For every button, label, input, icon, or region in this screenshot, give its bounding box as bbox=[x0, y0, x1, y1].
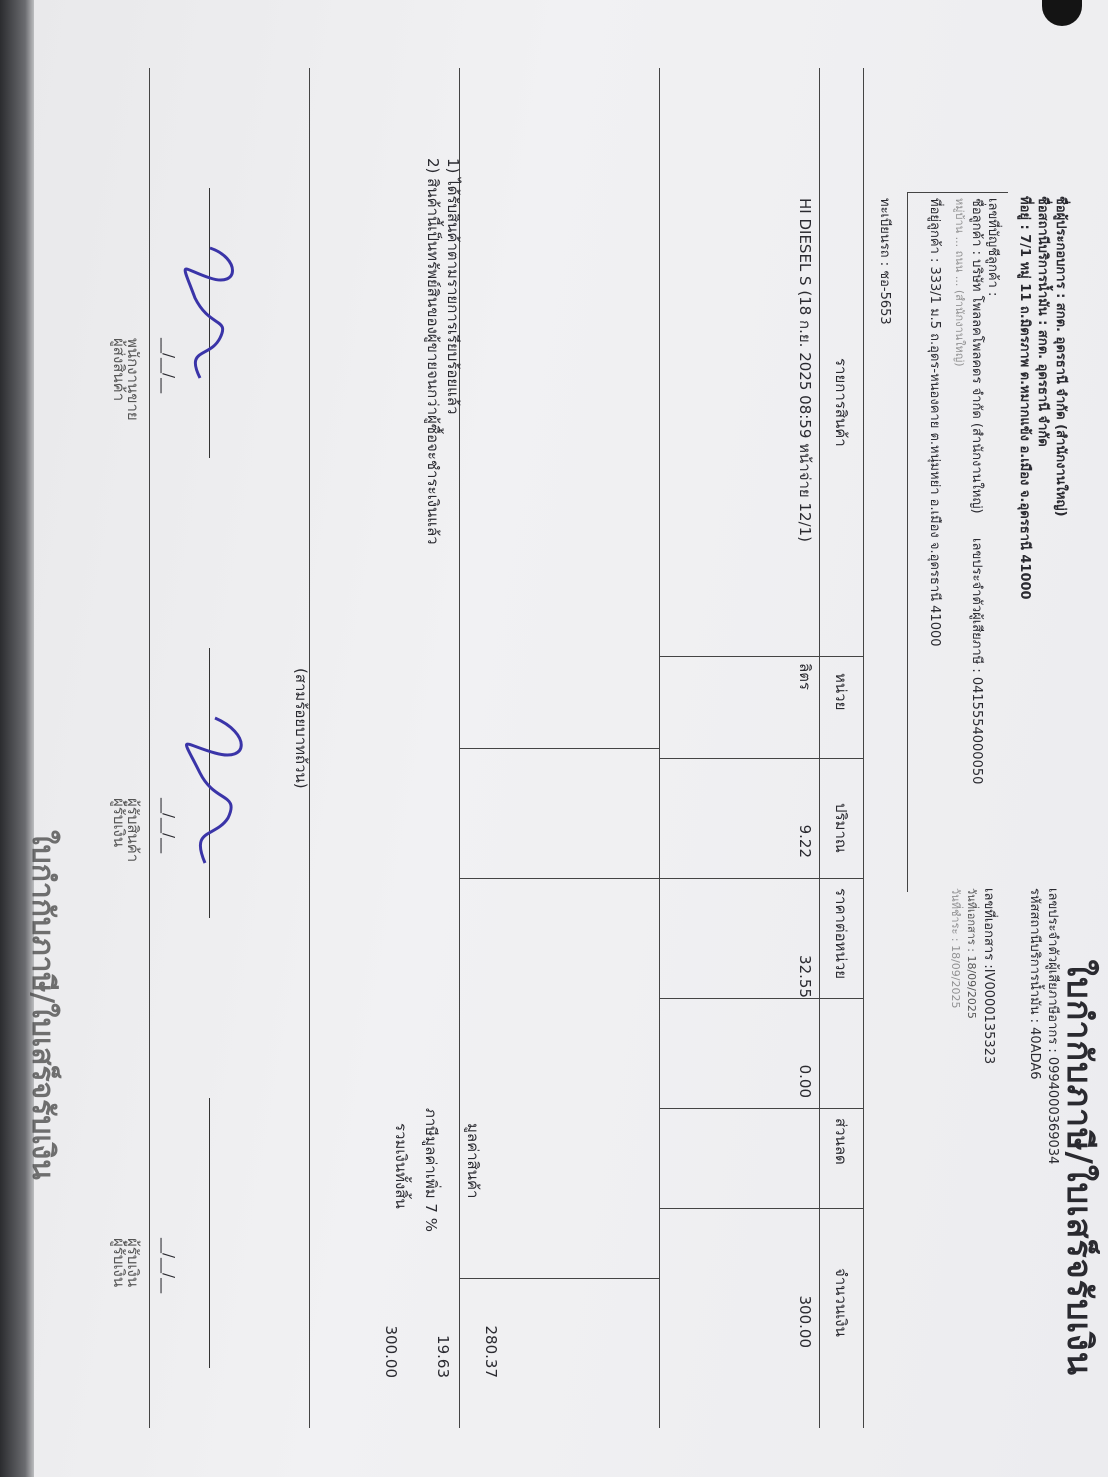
amount-in-words: (สามร้อยบาทถ้วน) bbox=[292, 668, 310, 789]
total-label-subtotal: มูลค่าสินค้า bbox=[464, 1123, 482, 1199]
signature-date-3: __/__/__ bbox=[160, 1238, 178, 1294]
note-2: 2) สินค้านี้เป็นทรัพย์สินของผู้ขายจนกว่าผู้ซื้อจะชำระเงินแล้ว bbox=[424, 158, 442, 545]
table-bottom-rule bbox=[149, 68, 150, 1428]
signature-label-2: ผู้รับสินค้า bbox=[124, 798, 142, 863]
paper-edge-shadow bbox=[0, 0, 36, 1477]
customer-tax-line: เลขประจำตัวผู้เสียภาษี : 0415554000050 bbox=[969, 538, 984, 785]
total-label-grand: รวมเงินทั้งสิ้น bbox=[392, 1123, 410, 1209]
customer-faded-line: หมู่บ้าน ... ถนน ... (สำนักงานใหญ่) bbox=[953, 198, 966, 367]
col-rule-3 bbox=[460, 878, 864, 879]
document-date-line: วันที่เอกสาร : 18/09/2025 bbox=[965, 888, 978, 1019]
document-title: ใบกำกับภาษี/ใบเสร็จรับเงิน bbox=[1059, 959, 1099, 1376]
signature-label-1: พนักงานขาย bbox=[124, 338, 142, 421]
signature-label-3: ผู้รับเงิน bbox=[124, 1238, 142, 1288]
col-rule-1 bbox=[660, 656, 864, 657]
header-unit-price: ราคาต่อหน่วย bbox=[832, 888, 850, 980]
row-discount: 0.00 bbox=[796, 1064, 814, 1098]
signature-line-3 bbox=[209, 1098, 210, 1368]
table-header-rule bbox=[819, 68, 820, 1428]
operator-line: ชื่อผู้ประกอบการ : สกต. อุดรธานี จำกัด (สำนักงานใหญ่) bbox=[1053, 196, 1068, 517]
handwritten-signature-2 bbox=[170, 708, 260, 878]
total-value-grand: 300.00 bbox=[382, 1325, 400, 1378]
customer-account-line: เลขที่บัญชีลูกค้า : bbox=[985, 198, 1000, 297]
station-address-line: ที่อยู่ : 7/1 หมู่ 11 ถ.มิตรภาพ ต.หมากแข้ง อ.เมือง จ.อุดรธานี 41000 bbox=[1017, 196, 1032, 600]
header-discount: ส่วนลด bbox=[832, 1118, 850, 1165]
signature-sub-3: ผู้รับเงิน bbox=[110, 1238, 128, 1288]
header-amount: จำนวนเงิน bbox=[832, 1268, 850, 1337]
words-rule bbox=[460, 748, 660, 749]
signature-sub-2: ผู้รับเงิน bbox=[110, 798, 128, 848]
document-faded-date-line: วันที่ชำระ : 18/09/2025 bbox=[949, 888, 962, 1009]
tax-invoice-document bbox=[110, 118, 1099, 1388]
tax-id-line: เลขประจำตัวผู้เสียภาษีอากร : 0994000369034 bbox=[1045, 888, 1060, 1165]
row-item: HI DIESEL S (18 ก.ย. 2025 08:59 หน้าจ่าย 12/1) bbox=[796, 198, 814, 543]
punch-hole bbox=[1042, 0, 1082, 26]
total-value-subtotal: 280.37 bbox=[482, 1325, 500, 1378]
station-code-line: รหัสสถานีบริการน้ำมัน : 40ADA6 bbox=[1027, 888, 1042, 1080]
col-rule-6 bbox=[660, 1208, 864, 1209]
row-qty: 9.22 bbox=[796, 824, 814, 858]
back-page-title: ใบกำกับภาษี/ใบเสร็จรับเงิน bbox=[25, 830, 60, 1180]
customer-box-left-rule bbox=[908, 192, 1008, 193]
signature-date-1: __/__/__ bbox=[160, 338, 178, 394]
col-rule-2 bbox=[660, 758, 864, 759]
customer-address-line: ที่อยู่ลูกค้า : 333/1 ม.5 ถ.อุดร-หนองคาย ต.หนุ่มหย่า อ.เมือง จ.อุดรธานี 41000 bbox=[927, 198, 942, 647]
table-top-rule bbox=[863, 68, 864, 1428]
customer-box-bottom-rule bbox=[907, 192, 908, 892]
row-unit-price: 32.55 bbox=[796, 955, 814, 998]
handwritten-signature-1 bbox=[170, 238, 250, 398]
customer-name-line: ชื่อลูกค้า : บริษัท โพลลคโพลคดร จำกัด (สำนักงานใหญ่) bbox=[969, 198, 984, 514]
header-qty: ปริมาณ bbox=[832, 803, 850, 853]
total-value-vat: 19.63 bbox=[434, 1335, 452, 1378]
col-rule-4 bbox=[660, 998, 864, 999]
header-item: รายการสินค้า bbox=[832, 358, 850, 447]
col-rule-5 bbox=[660, 1108, 864, 1109]
header-unit: หน่วย bbox=[832, 673, 850, 711]
row-unit: ลิตร bbox=[796, 663, 814, 690]
document-number-line: เลขที่เอกสาร :IV0000135323 bbox=[981, 888, 996, 1065]
row-amount: 300.00 bbox=[796, 1295, 814, 1348]
note-1: 1) ได้รับสินค้าตามรายการเรียบร้อยแล้ว bbox=[444, 158, 462, 415]
vehicle-plate-line: ทะเบียนรถ : ชอ-5653 bbox=[877, 198, 892, 325]
station-name-line: ชื่อสถานีบริการน้ำมัน : สกต. อุดรธานี จำกัด bbox=[1035, 196, 1050, 447]
total-label-vat: ภาษีมูลค่าเพิ่ม 7 % bbox=[422, 1108, 440, 1232]
signature-sub-1: ผู้ส่งสินค้า bbox=[110, 338, 128, 402]
signature-date-2: __/__/__ bbox=[160, 798, 178, 854]
